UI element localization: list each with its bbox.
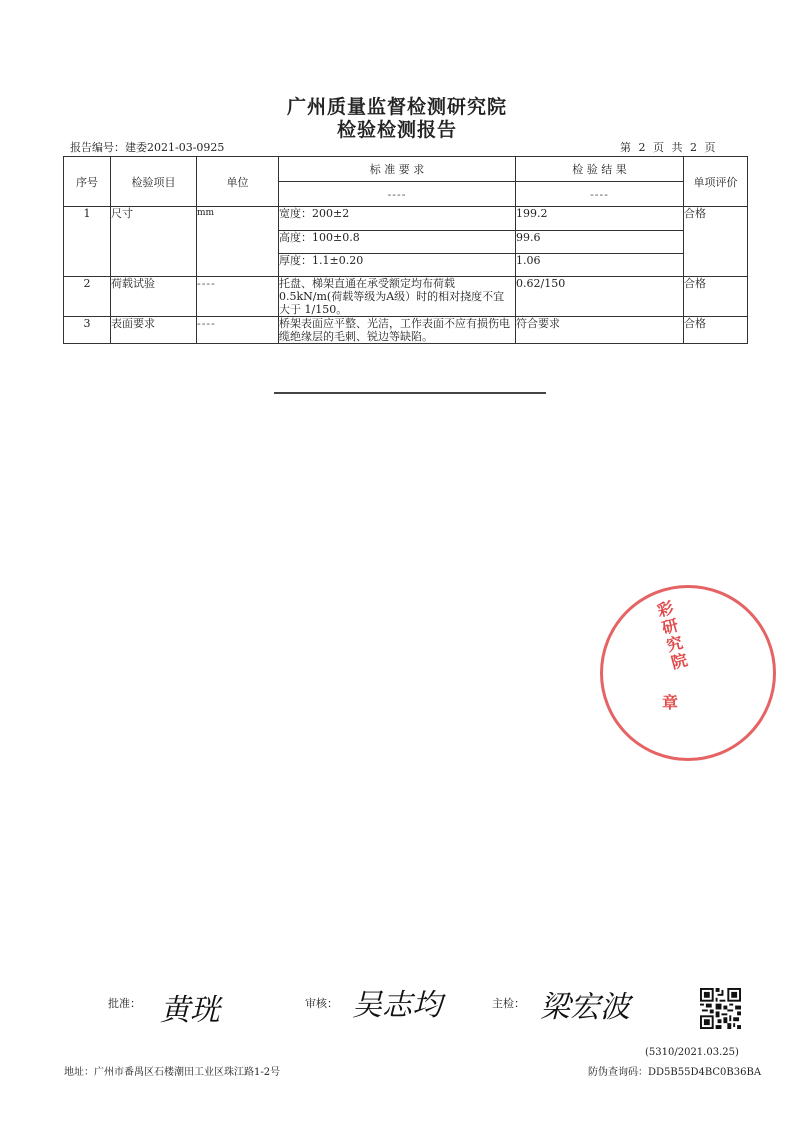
- row-index: 3: [64, 317, 111, 344]
- approve-signature: 黄珖: [160, 993, 220, 1028]
- row-standard: 厚度：1.1±0.20: [279, 254, 516, 277]
- header-result: 检 验 结 果: [516, 157, 684, 182]
- inspect-label: 主检：: [492, 997, 525, 1010]
- header-unit: 单位: [197, 157, 279, 207]
- row-unit: ----: [197, 277, 279, 317]
- anti-fake-code: 防伪查询码：DD5B55D4BC0B36BA: [588, 1067, 762, 1078]
- row-verdict: 合格: [684, 277, 748, 317]
- row-unit: ----: [197, 317, 279, 344]
- qr-code-icon: [700, 988, 741, 1029]
- table-row: [64, 317, 748, 344]
- header-index: 序号: [64, 157, 111, 207]
- table-header-row: [64, 157, 748, 182]
- row-verdict: 合格: [684, 207, 748, 277]
- header-standard-sub: ----: [279, 182, 516, 207]
- review-label: 审核：: [305, 997, 338, 1010]
- document-code: (5310/2021.03.25): [645, 1047, 739, 1058]
- row-result: 1.06: [516, 254, 684, 277]
- row-item: 尺寸: [111, 207, 197, 277]
- report-number: 报告编号：建委2021-03-0925: [70, 141, 225, 154]
- header-verdict: 单项评价: [684, 157, 748, 207]
- row-result: 199.2: [516, 207, 684, 231]
- row-result: 99.6: [516, 231, 684, 254]
- address: 地址：广州市番禺区石楼潮田工业区珠江路1-2号: [64, 1067, 281, 1078]
- row-standard: 桥架表面应平整、光洁，工作表面不应有损伤电缆绝缘层的毛刺、锐边等缺陷。: [279, 317, 516, 344]
- seal-text: 彩研究院: [653, 598, 690, 674]
- row-index: 1: [64, 207, 111, 277]
- institute-name: 广州质量监督检测研究院: [286, 96, 507, 118]
- row-verdict: 合格: [684, 317, 748, 344]
- row-unit: mm: [197, 207, 279, 277]
- row-standard: 高度：100±0.8: [279, 231, 516, 254]
- header-item: 检验项目: [111, 157, 197, 207]
- row-standard: 托盘、梯架直通在承受额定均布荷载0.5kN/m(荷载等级为A级）时的相对挠度不宜大于 1/150。: [279, 277, 516, 317]
- approve-label: 批准：: [108, 997, 141, 1010]
- official-seal: [600, 585, 776, 761]
- row-item: 表面要求: [111, 317, 197, 344]
- report-title: 检验检测报告: [336, 119, 457, 141]
- seal-bottom-text: 章: [662, 693, 679, 712]
- inspection-table: [63, 156, 748, 344]
- row-item: 荷载试验: [111, 277, 197, 317]
- table-row: [64, 207, 748, 231]
- end-rule: [274, 392, 546, 394]
- header-result-sub: ----: [516, 182, 684, 207]
- row-standard: 宽度：200±2: [279, 207, 516, 231]
- inspect-signature: 梁宏波: [540, 990, 630, 1025]
- row-result: 符合要求: [516, 317, 684, 344]
- row-result: 0.62/150: [516, 277, 684, 317]
- review-signature: 吴志均: [352, 988, 442, 1023]
- table-row: [64, 277, 748, 317]
- header-standard: 标 准 要 求: [279, 157, 516, 182]
- row-index: 2: [64, 277, 111, 317]
- page-info: 第 2 页 共 2 页: [620, 141, 716, 154]
